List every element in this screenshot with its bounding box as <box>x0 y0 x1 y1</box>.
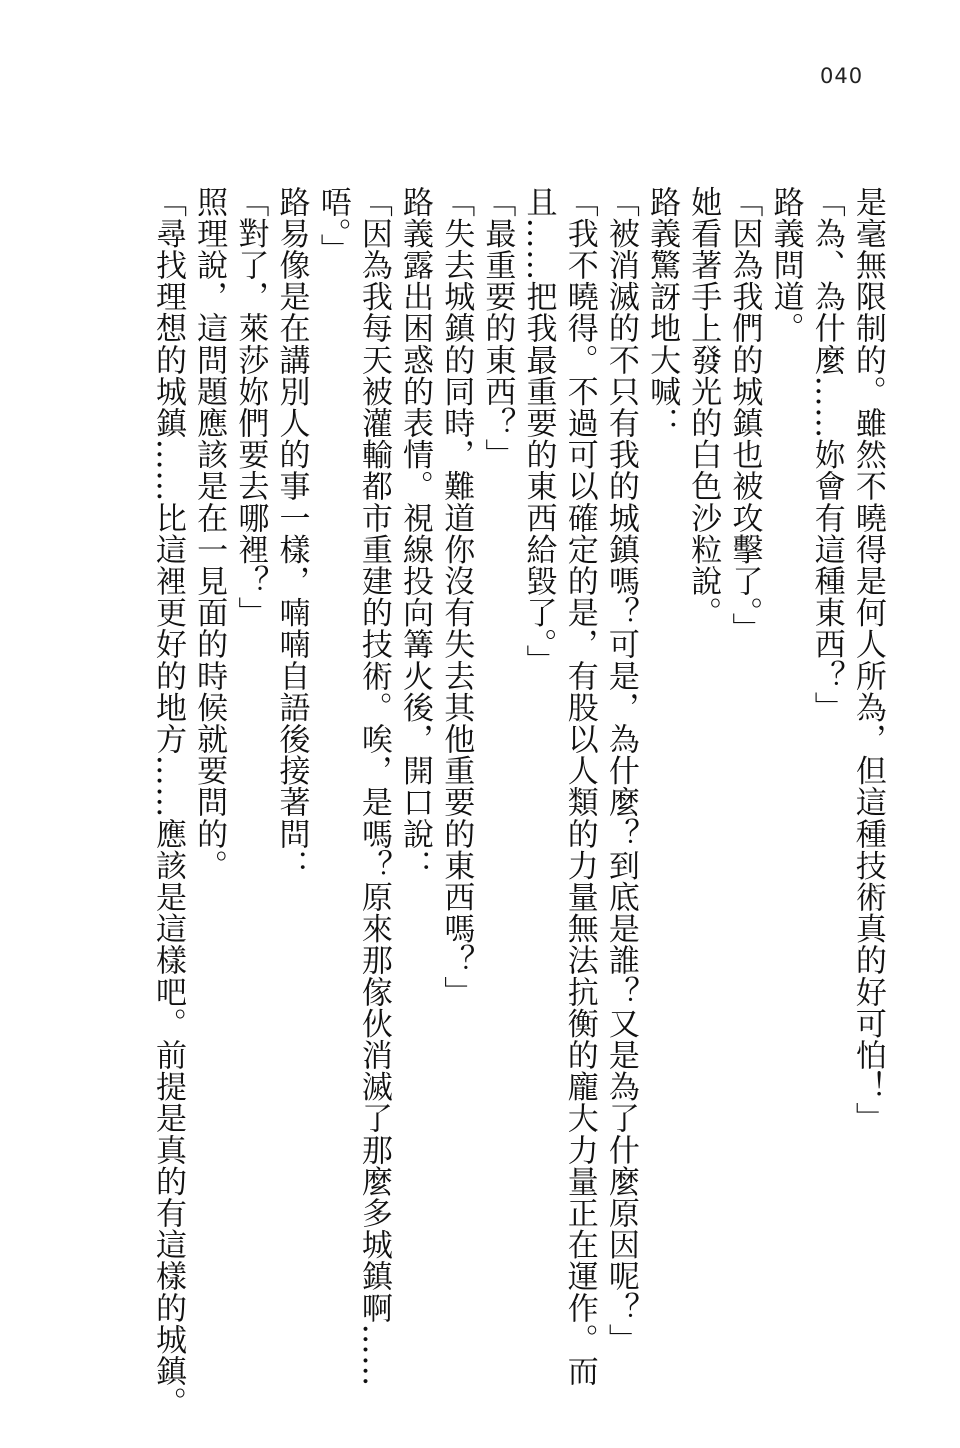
text-column: 路義驚訝地大喊： <box>644 186 681 439</box>
text-column: 「最重要的東西？」 <box>479 186 516 471</box>
text-column: 是毫無限制的。雖然不曉得是何人所為，但這種技術真的好可怕！」 <box>849 186 886 1134</box>
text-column: 她看著手上發光的白色沙粒說。 <box>685 186 722 629</box>
text-column: 路義露出困惑的表情。視線投向篝火後，開口說： <box>397 186 434 882</box>
text-column: 「失去城鎮的同時，難道你沒有失去其他重要的東西嗎？」 <box>438 186 475 1008</box>
text-column: 且……把我最重要的東西給毀了。」 <box>520 186 557 677</box>
text-column: 路義問道。 <box>767 186 804 344</box>
page-number: 040 <box>820 64 864 88</box>
text-column: 「為、為什麼……妳會有這種東西？」 <box>808 186 845 724</box>
text-column: 「被消滅的不只有我的城鎮嗎？可是，為什麼？到底是誰？又是為了什麼原因呢？」 <box>602 186 639 1356</box>
text-column: 「我不曉得。不過可以確定的是，有股以人類的力量無法抗衡的龐大力量正在運作。而 <box>561 186 598 1387</box>
text-column: 「因為我每天被灌輸都市重建的技術。唉，是嗎？原來那傢伙消滅了那麼多城鎮啊…… <box>355 186 392 1387</box>
text-column: 「對了，萊莎妳們要去哪裡？」 <box>232 186 269 629</box>
text-column: 路易像是在講別人的事一樣，喃喃自語後接著問： <box>273 186 310 882</box>
text-column: 唔。」 <box>314 186 351 266</box>
text-column: 「尋找理想的城鎮……比這裡更好的地方……應該是這樣吧。前提是真的有這樣的城鎮。 <box>150 186 186 1419</box>
vertical-text-body <box>150 186 886 1419</box>
text-column: 照理說，這問題應該是在一見面的時候就要問的。 <box>191 186 228 882</box>
text-column: 「因為我們的城鎮也被攻擊了。」 <box>726 186 763 645</box>
